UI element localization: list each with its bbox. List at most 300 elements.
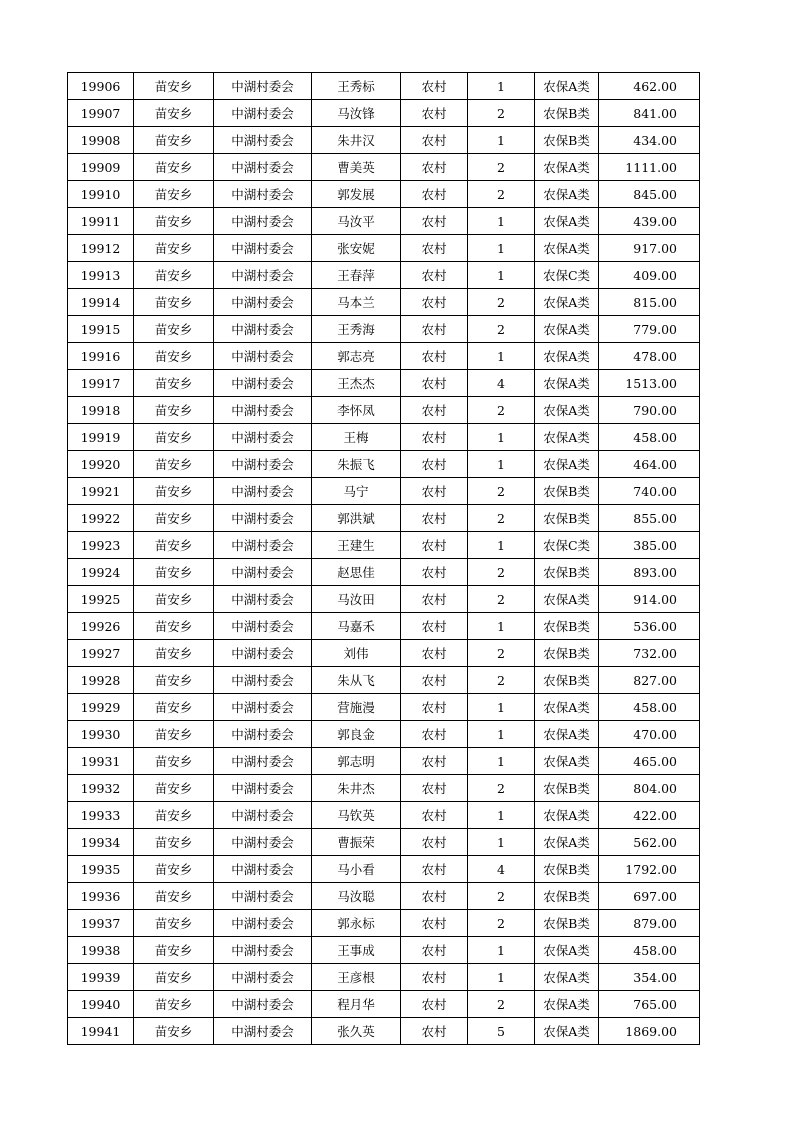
village-committee-cell: 中湖村委会: [214, 586, 312, 613]
row-id-cell: 19919: [68, 424, 134, 451]
amount-cell: 422.00: [599, 802, 700, 829]
table-row: [68, 964, 700, 991]
area-type-cell: 农村: [401, 505, 468, 532]
row-id-cell: 19928: [68, 667, 134, 694]
table-row: [68, 667, 700, 694]
row-id-cell: 19918: [68, 397, 134, 424]
row-id-cell: 19908: [68, 127, 134, 154]
table-row: [68, 586, 700, 613]
township-cell: 苗安乡: [134, 73, 214, 100]
row-id-cell: 19937: [68, 910, 134, 937]
name-cell: 张安妮: [312, 235, 401, 262]
table-row: [68, 694, 700, 721]
name-cell: 程月华: [312, 991, 401, 1018]
village-committee-cell: 中湖村委会: [214, 235, 312, 262]
area-type-cell: 农村: [401, 154, 468, 181]
table-row: [68, 289, 700, 316]
household-count-cell: 2: [468, 991, 535, 1018]
household-count-cell: 1: [468, 451, 535, 478]
household-count-cell: 2: [468, 667, 535, 694]
amount-cell: 470.00: [599, 721, 700, 748]
name-cell: 朱从飞: [312, 667, 401, 694]
village-committee-cell: 中湖村委会: [214, 451, 312, 478]
name-cell: 曹振荣: [312, 829, 401, 856]
insurance-category-cell: 农保A类: [535, 397, 599, 424]
row-id-cell: 19920: [68, 451, 134, 478]
name-cell: 马汝田: [312, 586, 401, 613]
name-cell: 马嘉禾: [312, 613, 401, 640]
township-cell: 苗安乡: [134, 559, 214, 586]
area-type-cell: 农村: [401, 208, 468, 235]
household-count-cell: 1: [468, 208, 535, 235]
township-cell: 苗安乡: [134, 802, 214, 829]
amount-cell: 458.00: [599, 937, 700, 964]
village-committee-cell: 中湖村委会: [214, 748, 312, 775]
township-cell: 苗安乡: [134, 937, 214, 964]
township-cell: 苗安乡: [134, 181, 214, 208]
village-committee-cell: 中湖村委会: [214, 370, 312, 397]
area-type-cell: 农村: [401, 802, 468, 829]
insurance-category-cell: 农保A类: [535, 181, 599, 208]
insurance-category-cell: 农保A类: [535, 208, 599, 235]
name-cell: 马本兰: [312, 289, 401, 316]
amount-cell: 841.00: [599, 100, 700, 127]
area-type-cell: 农村: [401, 478, 468, 505]
area-type-cell: 农村: [401, 883, 468, 910]
amount-cell: 804.00: [599, 775, 700, 802]
township-cell: 苗安乡: [134, 424, 214, 451]
household-count-cell: 1: [468, 235, 535, 262]
row-id-cell: 19921: [68, 478, 134, 505]
household-count-cell: 2: [468, 586, 535, 613]
township-cell: 苗安乡: [134, 532, 214, 559]
row-id-cell: 19911: [68, 208, 134, 235]
table-row: [68, 154, 700, 181]
name-cell: 马汝锋: [312, 100, 401, 127]
household-count-cell: 1: [468, 262, 535, 289]
table-row: [68, 613, 700, 640]
table-body: [68, 73, 700, 1045]
amount-cell: 765.00: [599, 991, 700, 1018]
table-row: [68, 181, 700, 208]
insurance-category-cell: 农保B类: [535, 775, 599, 802]
name-cell: 郭永标: [312, 910, 401, 937]
row-id-cell: 19909: [68, 154, 134, 181]
row-id-cell: 19926: [68, 613, 134, 640]
area-type-cell: 农村: [401, 262, 468, 289]
row-id-cell: 19925: [68, 586, 134, 613]
insurance-category-cell: 农保A类: [535, 721, 599, 748]
household-count-cell: 1: [468, 73, 535, 100]
area-type-cell: 农村: [401, 586, 468, 613]
data-table-container: [67, 72, 699, 1045]
household-count-cell: 4: [468, 370, 535, 397]
table-row: [68, 559, 700, 586]
amount-cell: 536.00: [599, 613, 700, 640]
row-id-cell: 19915: [68, 316, 134, 343]
township-cell: 苗安乡: [134, 613, 214, 640]
township-cell: 苗安乡: [134, 100, 214, 127]
area-type-cell: 农村: [401, 532, 468, 559]
household-count-cell: 2: [468, 397, 535, 424]
household-count-cell: 1: [468, 829, 535, 856]
amount-cell: 439.00: [599, 208, 700, 235]
amount-cell: 464.00: [599, 451, 700, 478]
township-cell: 苗安乡: [134, 262, 214, 289]
household-count-cell: 1: [468, 532, 535, 559]
table-row: [68, 505, 700, 532]
area-type-cell: 农村: [401, 343, 468, 370]
village-committee-cell: 中湖村委会: [214, 289, 312, 316]
village-committee-cell: 中湖村委会: [214, 154, 312, 181]
name-cell: 马钦英: [312, 802, 401, 829]
township-cell: 苗安乡: [134, 397, 214, 424]
village-committee-cell: 中湖村委会: [214, 694, 312, 721]
household-count-cell: 1: [468, 613, 535, 640]
insurance-category-cell: 农保B类: [535, 910, 599, 937]
township-cell: 苗安乡: [134, 289, 214, 316]
name-cell: 郭洪斌: [312, 505, 401, 532]
village-committee-cell: 中湖村委会: [214, 829, 312, 856]
area-type-cell: 农村: [401, 613, 468, 640]
table-row: [68, 262, 700, 289]
village-committee-cell: 中湖村委会: [214, 640, 312, 667]
household-count-cell: 2: [468, 316, 535, 343]
area-type-cell: 农村: [401, 964, 468, 991]
row-id-cell: 19916: [68, 343, 134, 370]
township-cell: 苗安乡: [134, 775, 214, 802]
village-committee-cell: 中湖村委会: [214, 802, 312, 829]
area-type-cell: 农村: [401, 370, 468, 397]
township-cell: 苗安乡: [134, 829, 214, 856]
row-id-cell: 19906: [68, 73, 134, 100]
name-cell: 朱井汉: [312, 127, 401, 154]
area-type-cell: 农村: [401, 289, 468, 316]
village-committee-cell: 中湖村委会: [214, 478, 312, 505]
township-cell: 苗安乡: [134, 991, 214, 1018]
village-committee-cell: 中湖村委会: [214, 1018, 312, 1045]
insurance-category-cell: 农保A类: [535, 235, 599, 262]
township-cell: 苗安乡: [134, 235, 214, 262]
table-row: [68, 910, 700, 937]
household-count-cell: 2: [468, 559, 535, 586]
insurance-category-cell: 农保A类: [535, 964, 599, 991]
amount-cell: 385.00: [599, 532, 700, 559]
insurance-category-cell: 农保C类: [535, 262, 599, 289]
household-count-cell: 4: [468, 856, 535, 883]
insurance-category-cell: 农保B类: [535, 478, 599, 505]
insurance-category-cell: 农保C类: [535, 532, 599, 559]
household-count-cell: 5: [468, 1018, 535, 1045]
table-row: [68, 370, 700, 397]
name-cell: 王春萍: [312, 262, 401, 289]
area-type-cell: 农村: [401, 640, 468, 667]
insurance-category-cell: 农保B类: [535, 613, 599, 640]
area-type-cell: 农村: [401, 775, 468, 802]
household-count-cell: 1: [468, 721, 535, 748]
township-cell: 苗安乡: [134, 883, 214, 910]
row-id-cell: 19930: [68, 721, 134, 748]
village-committee-cell: 中湖村委会: [214, 262, 312, 289]
table-row: [68, 316, 700, 343]
row-id-cell: 19927: [68, 640, 134, 667]
household-count-cell: 2: [468, 154, 535, 181]
area-type-cell: 农村: [401, 397, 468, 424]
township-cell: 苗安乡: [134, 667, 214, 694]
amount-cell: 790.00: [599, 397, 700, 424]
table-row: [68, 100, 700, 127]
village-committee-cell: 中湖村委会: [214, 127, 312, 154]
village-committee-cell: 中湖村委会: [214, 937, 312, 964]
amount-cell: 1513.00: [599, 370, 700, 397]
area-type-cell: 农村: [401, 127, 468, 154]
table-row: [68, 856, 700, 883]
row-id-cell: 19923: [68, 532, 134, 559]
insurance-category-cell: 农保A类: [535, 316, 599, 343]
row-id-cell: 19910: [68, 181, 134, 208]
area-type-cell: 农村: [401, 910, 468, 937]
township-cell: 苗安乡: [134, 505, 214, 532]
table-row: [68, 883, 700, 910]
household-count-cell: 2: [468, 505, 535, 532]
name-cell: 朱振飞: [312, 451, 401, 478]
amount-cell: 465.00: [599, 748, 700, 775]
amount-cell: 409.00: [599, 262, 700, 289]
name-cell: 王秀标: [312, 73, 401, 100]
insurance-category-cell: 农保B类: [535, 640, 599, 667]
area-type-cell: 农村: [401, 424, 468, 451]
township-cell: 苗安乡: [134, 478, 214, 505]
household-count-cell: 2: [468, 478, 535, 505]
area-type-cell: 农村: [401, 694, 468, 721]
name-cell: 王秀海: [312, 316, 401, 343]
table-row: [68, 775, 700, 802]
village-committee-cell: 中湖村委会: [214, 991, 312, 1018]
insurance-category-cell: 农保A类: [535, 1018, 599, 1045]
data-table: [67, 72, 700, 1045]
insurance-category-cell: 农保A类: [535, 748, 599, 775]
area-type-cell: 农村: [401, 451, 468, 478]
area-type-cell: 农村: [401, 721, 468, 748]
table-row: [68, 748, 700, 775]
village-committee-cell: 中湖村委会: [214, 883, 312, 910]
amount-cell: 879.00: [599, 910, 700, 937]
household-count-cell: 2: [468, 775, 535, 802]
table-row: [68, 397, 700, 424]
row-id-cell: 19917: [68, 370, 134, 397]
row-id-cell: 19939: [68, 964, 134, 991]
table-row: [68, 721, 700, 748]
row-id-cell: 19924: [68, 559, 134, 586]
row-id-cell: 19936: [68, 883, 134, 910]
table-row: [68, 1018, 700, 1045]
township-cell: 苗安乡: [134, 127, 214, 154]
insurance-category-cell: 农保A类: [535, 802, 599, 829]
amount-cell: 1792.00: [599, 856, 700, 883]
area-type-cell: 农村: [401, 235, 468, 262]
name-cell: 王梅: [312, 424, 401, 451]
insurance-category-cell: 农保B类: [535, 127, 599, 154]
township-cell: 苗安乡: [134, 370, 214, 397]
table-row: [68, 208, 700, 235]
insurance-category-cell: 农保B类: [535, 856, 599, 883]
amount-cell: 893.00: [599, 559, 700, 586]
name-cell: 郭志亮: [312, 343, 401, 370]
name-cell: 马小看: [312, 856, 401, 883]
amount-cell: 779.00: [599, 316, 700, 343]
amount-cell: 1111.00: [599, 154, 700, 181]
table-row: [68, 802, 700, 829]
row-id-cell: 19929: [68, 694, 134, 721]
village-committee-cell: 中湖村委会: [214, 532, 312, 559]
area-type-cell: 农村: [401, 1018, 468, 1045]
insurance-category-cell: 农保A类: [535, 829, 599, 856]
area-type-cell: 农村: [401, 937, 468, 964]
village-committee-cell: 中湖村委会: [214, 964, 312, 991]
table-row: [68, 424, 700, 451]
insurance-category-cell: 农保A类: [535, 694, 599, 721]
household-count-cell: 1: [468, 694, 535, 721]
insurance-category-cell: 农保A类: [535, 937, 599, 964]
name-cell: 马汝平: [312, 208, 401, 235]
insurance-category-cell: 农保A类: [535, 289, 599, 316]
name-cell: 王杰杰: [312, 370, 401, 397]
household-count-cell: 2: [468, 640, 535, 667]
insurance-category-cell: 农保B类: [535, 883, 599, 910]
township-cell: 苗安乡: [134, 316, 214, 343]
insurance-category-cell: 农保B类: [535, 505, 599, 532]
township-cell: 苗安乡: [134, 451, 214, 478]
table-row: [68, 343, 700, 370]
table-row: [68, 127, 700, 154]
village-committee-cell: 中湖村委会: [214, 181, 312, 208]
table-row: [68, 991, 700, 1018]
amount-cell: 434.00: [599, 127, 700, 154]
insurance-category-cell: 农保A类: [535, 586, 599, 613]
township-cell: 苗安乡: [134, 343, 214, 370]
village-committee-cell: 中湖村委会: [214, 343, 312, 370]
village-committee-cell: 中湖村委会: [214, 397, 312, 424]
amount-cell: 462.00: [599, 73, 700, 100]
amount-cell: 732.00: [599, 640, 700, 667]
village-committee-cell: 中湖村委会: [214, 100, 312, 127]
table-row: [68, 829, 700, 856]
row-id-cell: 19912: [68, 235, 134, 262]
area-type-cell: 农村: [401, 73, 468, 100]
area-type-cell: 农村: [401, 559, 468, 586]
township-cell: 苗安乡: [134, 586, 214, 613]
area-type-cell: 农村: [401, 856, 468, 883]
area-type-cell: 农村: [401, 829, 468, 856]
township-cell: 苗安乡: [134, 856, 214, 883]
row-id-cell: 19934: [68, 829, 134, 856]
table-row: [68, 73, 700, 100]
table-row: [68, 937, 700, 964]
area-type-cell: 农村: [401, 991, 468, 1018]
row-id-cell: 19907: [68, 100, 134, 127]
row-id-cell: 19931: [68, 748, 134, 775]
insurance-category-cell: 农保B类: [535, 100, 599, 127]
household-count-cell: 1: [468, 424, 535, 451]
village-committee-cell: 中湖村委会: [214, 721, 312, 748]
village-committee-cell: 中湖村委会: [214, 613, 312, 640]
area-type-cell: 农村: [401, 181, 468, 208]
amount-cell: 458.00: [599, 424, 700, 451]
name-cell: 王建生: [312, 532, 401, 559]
village-committee-cell: 中湖村委会: [214, 208, 312, 235]
area-type-cell: 农村: [401, 100, 468, 127]
area-type-cell: 农村: [401, 316, 468, 343]
row-id-cell: 19914: [68, 289, 134, 316]
area-type-cell: 农村: [401, 748, 468, 775]
table-row: [68, 478, 700, 505]
row-id-cell: 19933: [68, 802, 134, 829]
household-count-cell: 2: [468, 289, 535, 316]
name-cell: 王彦根: [312, 964, 401, 991]
insurance-category-cell: 农保A类: [535, 424, 599, 451]
township-cell: 苗安乡: [134, 640, 214, 667]
village-committee-cell: 中湖村委会: [214, 667, 312, 694]
table-row: [68, 235, 700, 262]
household-count-cell: 2: [468, 181, 535, 208]
household-count-cell: 1: [468, 802, 535, 829]
amount-cell: 697.00: [599, 883, 700, 910]
village-committee-cell: 中湖村委会: [214, 505, 312, 532]
amount-cell: 1869.00: [599, 1018, 700, 1045]
name-cell: 郭良金: [312, 721, 401, 748]
table-row: [68, 640, 700, 667]
table-row: [68, 451, 700, 478]
row-id-cell: 19940: [68, 991, 134, 1018]
village-committee-cell: 中湖村委会: [214, 424, 312, 451]
insurance-category-cell: 农保B类: [535, 667, 599, 694]
household-count-cell: 2: [468, 883, 535, 910]
table-row: [68, 532, 700, 559]
area-type-cell: 农村: [401, 667, 468, 694]
village-committee-cell: 中湖村委会: [214, 775, 312, 802]
name-cell: 马汝聪: [312, 883, 401, 910]
village-committee-cell: 中湖村委会: [214, 73, 312, 100]
row-id-cell: 19932: [68, 775, 134, 802]
amount-cell: 562.00: [599, 829, 700, 856]
township-cell: 苗安乡: [134, 721, 214, 748]
household-count-cell: 1: [468, 748, 535, 775]
household-count-cell: 2: [468, 910, 535, 937]
household-count-cell: 1: [468, 937, 535, 964]
name-cell: 郭发展: [312, 181, 401, 208]
name-cell: 马宁: [312, 478, 401, 505]
name-cell: 刘伟: [312, 640, 401, 667]
row-id-cell: 19941: [68, 1018, 134, 1045]
row-id-cell: 19922: [68, 505, 134, 532]
amount-cell: 855.00: [599, 505, 700, 532]
name-cell: 赵思佳: [312, 559, 401, 586]
row-id-cell: 19935: [68, 856, 134, 883]
amount-cell: 815.00: [599, 289, 700, 316]
name-cell: 营施漫: [312, 694, 401, 721]
amount-cell: 740.00: [599, 478, 700, 505]
township-cell: 苗安乡: [134, 748, 214, 775]
insurance-category-cell: 农保A类: [535, 73, 599, 100]
household-count-cell: 1: [468, 127, 535, 154]
amount-cell: 917.00: [599, 235, 700, 262]
village-committee-cell: 中湖村委会: [214, 856, 312, 883]
township-cell: 苗安乡: [134, 154, 214, 181]
township-cell: 苗安乡: [134, 694, 214, 721]
township-cell: 苗安乡: [134, 910, 214, 937]
household-count-cell: 1: [468, 343, 535, 370]
name-cell: 李怀凤: [312, 397, 401, 424]
